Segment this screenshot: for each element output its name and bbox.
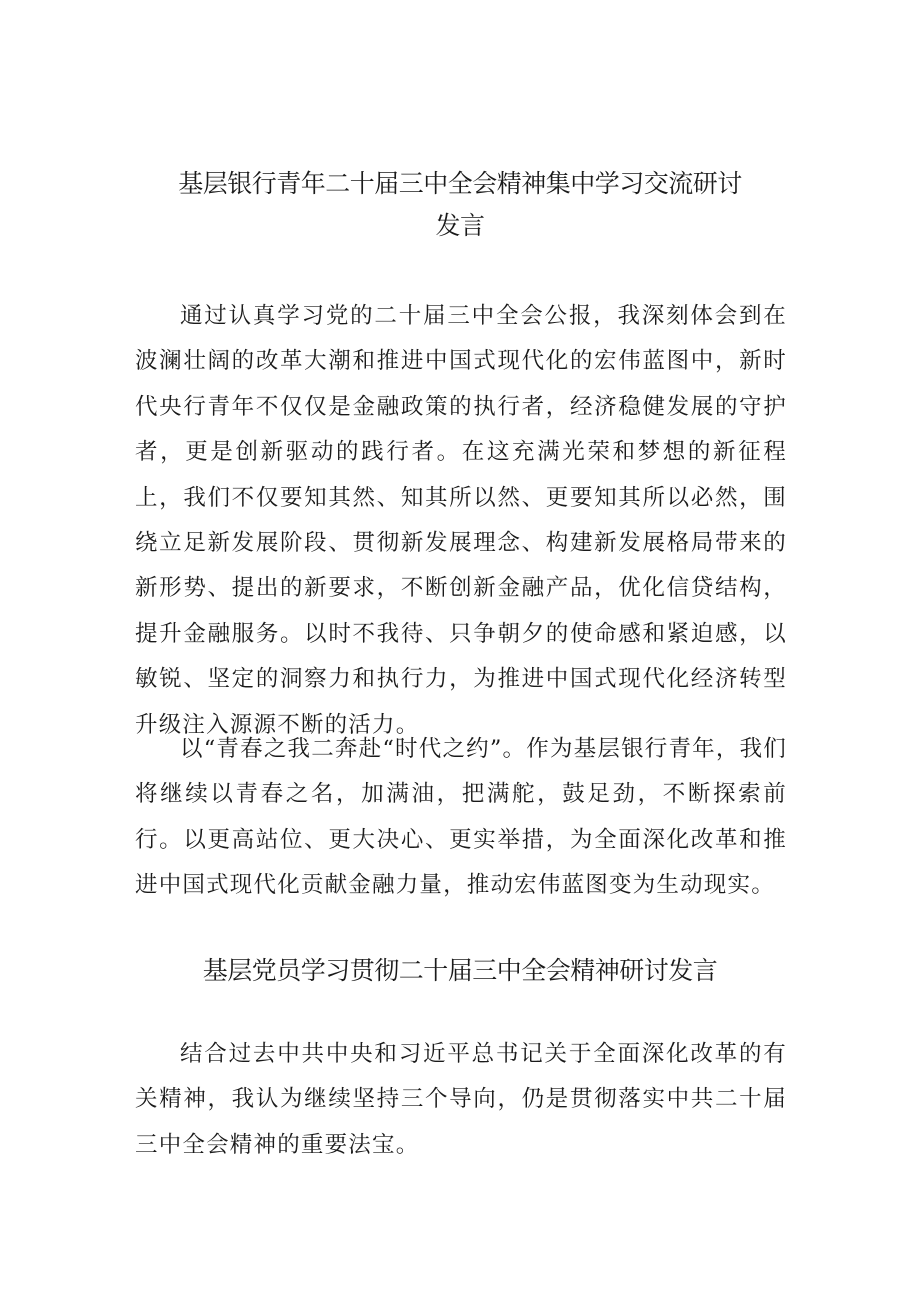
section-2-title xyxy=(130,950,790,992)
section-1-paragraph-1: 通过认真学习党的二十届三中全会公报，我深刻体会到在波澜壮阔的改革大潮和推进中国式现代化的宏伟蓝图中，新时代央行青年不仅仅是金融政策的执行者，经济稳健发展的守护者，更是创新驱动的践行者。在这充满光荣和梦想的新征程上，我们不仅要知其然、知其所以然、更要知其所以必然，围绕立足新发展阶段、贯彻新发展理念、构建新发展格局带来的新形势、提出的新要求，不断创新金融产品，优化信贷结构，提升金融服务。以时不我待、只争朝夕的使命感和紧迫感，以敏锐、坚定的洞察力和执行力，为推进中国式现代化经济转型升级注入源源不断的活力。 xyxy=(135,303,787,738)
section-2-paragraph-1: 结合过去中共中央和习近平总书记关于全面深化改革的有关精神，我认为继续坚持三个导向，仍是贯彻落实中共二十届三中全会精神的重要法宝。 xyxy=(135,1041,787,1158)
section-1-title-line-1: 基层银行青年二十届三中全会精神集中学习交流研讨 xyxy=(178,169,742,198)
section-2-title-line: 基层党员学习贯彻二十届三中全会精神研讨发言 xyxy=(202,956,718,985)
section-1-title-line-2: 发言 xyxy=(435,211,485,240)
section-1-title xyxy=(130,163,790,247)
section-1-paragraph-2: 以“青春之我二奔赴“时代之约”。作为基层银行青年，我们将继续以青春之名，加满油，把满舵，鼓足劲，不断探索前行。以更高站位、更大决心、更实举措，为全面深化改革和推进中国式现代化贡献金融力量，推动宏伟蓝图变为生动现实。 xyxy=(135,736,787,899)
